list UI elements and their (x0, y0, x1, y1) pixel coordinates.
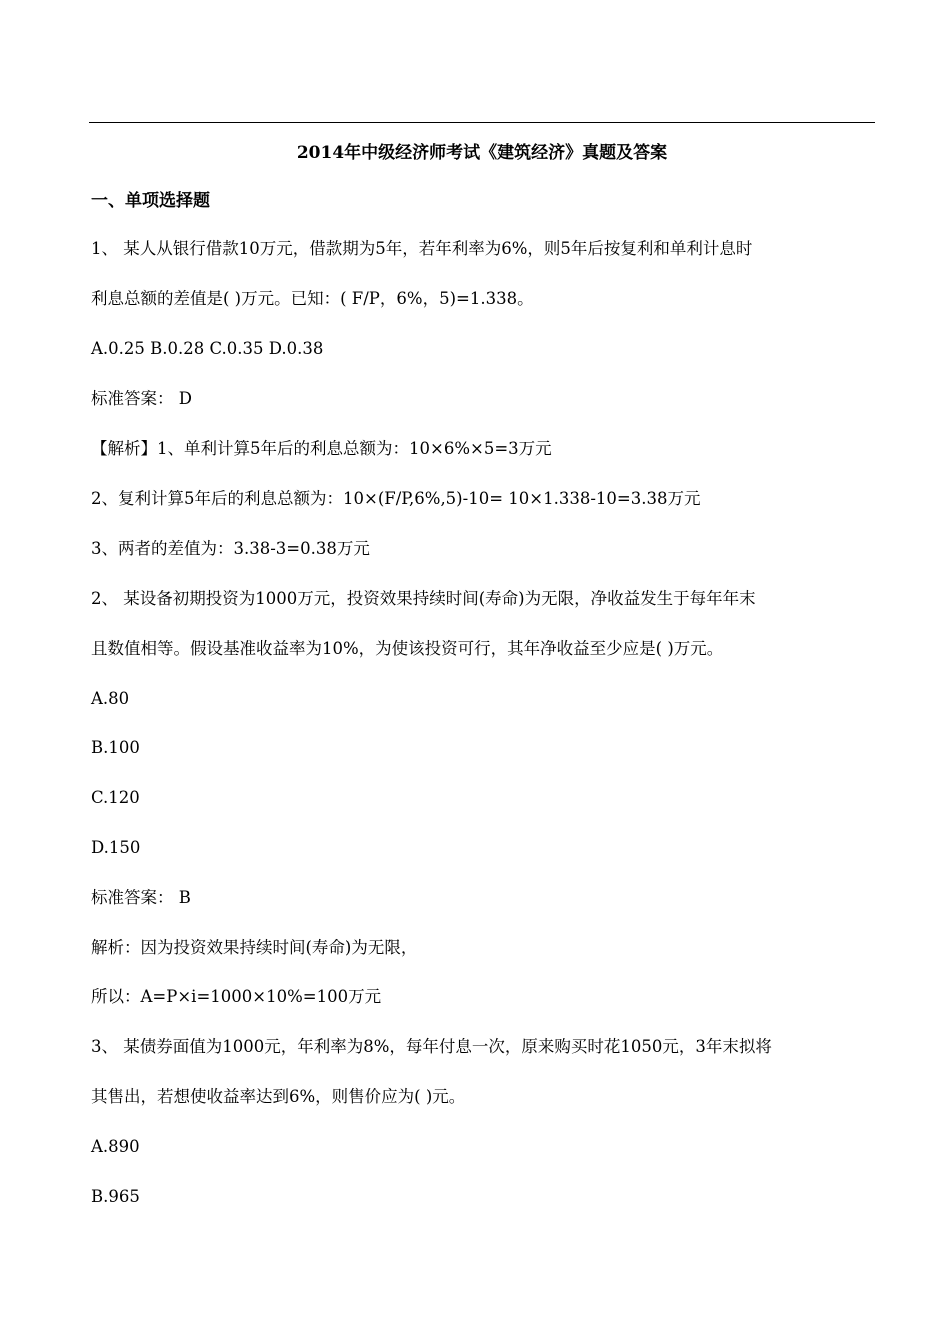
q1-stem-line-1: 1、 某人从银行借款10万元，借款期为5年，若年利率为6%，则5年后按复利和单利计息时 (91, 239, 753, 258)
q1-explanation-line-2: 2、复利计算5年后的利息总额为：10×(F/P,6%,5)-10= 10×1.338-10=3.38万元 (91, 489, 701, 508)
q3-stem-line-2: 其售出，若想使收益率达到6%，则售价应为( )元。 (91, 1087, 466, 1106)
q1-answer: 标准答案： D (91, 389, 192, 408)
q2-stem-line-1: 2、 某设备初期投资为1000万元，投资效果持续时间(寿命)为无限，净收益发生于每年年末 (91, 589, 756, 608)
q2-option-b: B.100 (91, 738, 140, 757)
q1-stem-line-2: 利息总额的差值是( )万元。已知：( F/P，6%，5)=1.338。 (91, 289, 534, 308)
q2-stem-line-2: 且数值相等。假设基准收益率为10%，为使该投资可行，其年净收益至少应是( )万元。 (91, 639, 724, 658)
q2-option-a: A.80 (91, 689, 130, 708)
q3-option-a: A.890 (91, 1137, 140, 1156)
section-heading: 一、单项选择题 (91, 191, 210, 211)
q2-option-c: C.120 (91, 788, 140, 807)
q3-stem-line-1: 3、 某债券面值为1000元，年利率为8%，每年付息一次，原来购买时花1050元，3年末拟将 (91, 1037, 772, 1056)
q2-explanation-line-2: 所以：A=P×i=1000×10%=100万元 (91, 987, 382, 1006)
document-title: 2014年中级经济师考试《建筑经济》真题及答案 (296, 143, 668, 163)
q2-option-d: D.150 (91, 838, 141, 857)
q2-answer: 标准答案： B (91, 888, 191, 907)
q1-options: A.0.25 B.0.28 C.0.35 D.0.38 (91, 339, 324, 358)
q1-explanation-line-1: 【解析】1、单利计算5年后的利息总额为：10×6%×5=3万元 (91, 439, 552, 458)
q1-explanation-line-3: 3、两者的差值为：3.38-3=0.38万元 (91, 539, 370, 558)
q3-option-b: B.965 (91, 1187, 140, 1206)
header-rule (89, 122, 875, 123)
q2-explanation-line-1: 解析：因为投资效果持续时间(寿命)为无限， (91, 938, 418, 957)
